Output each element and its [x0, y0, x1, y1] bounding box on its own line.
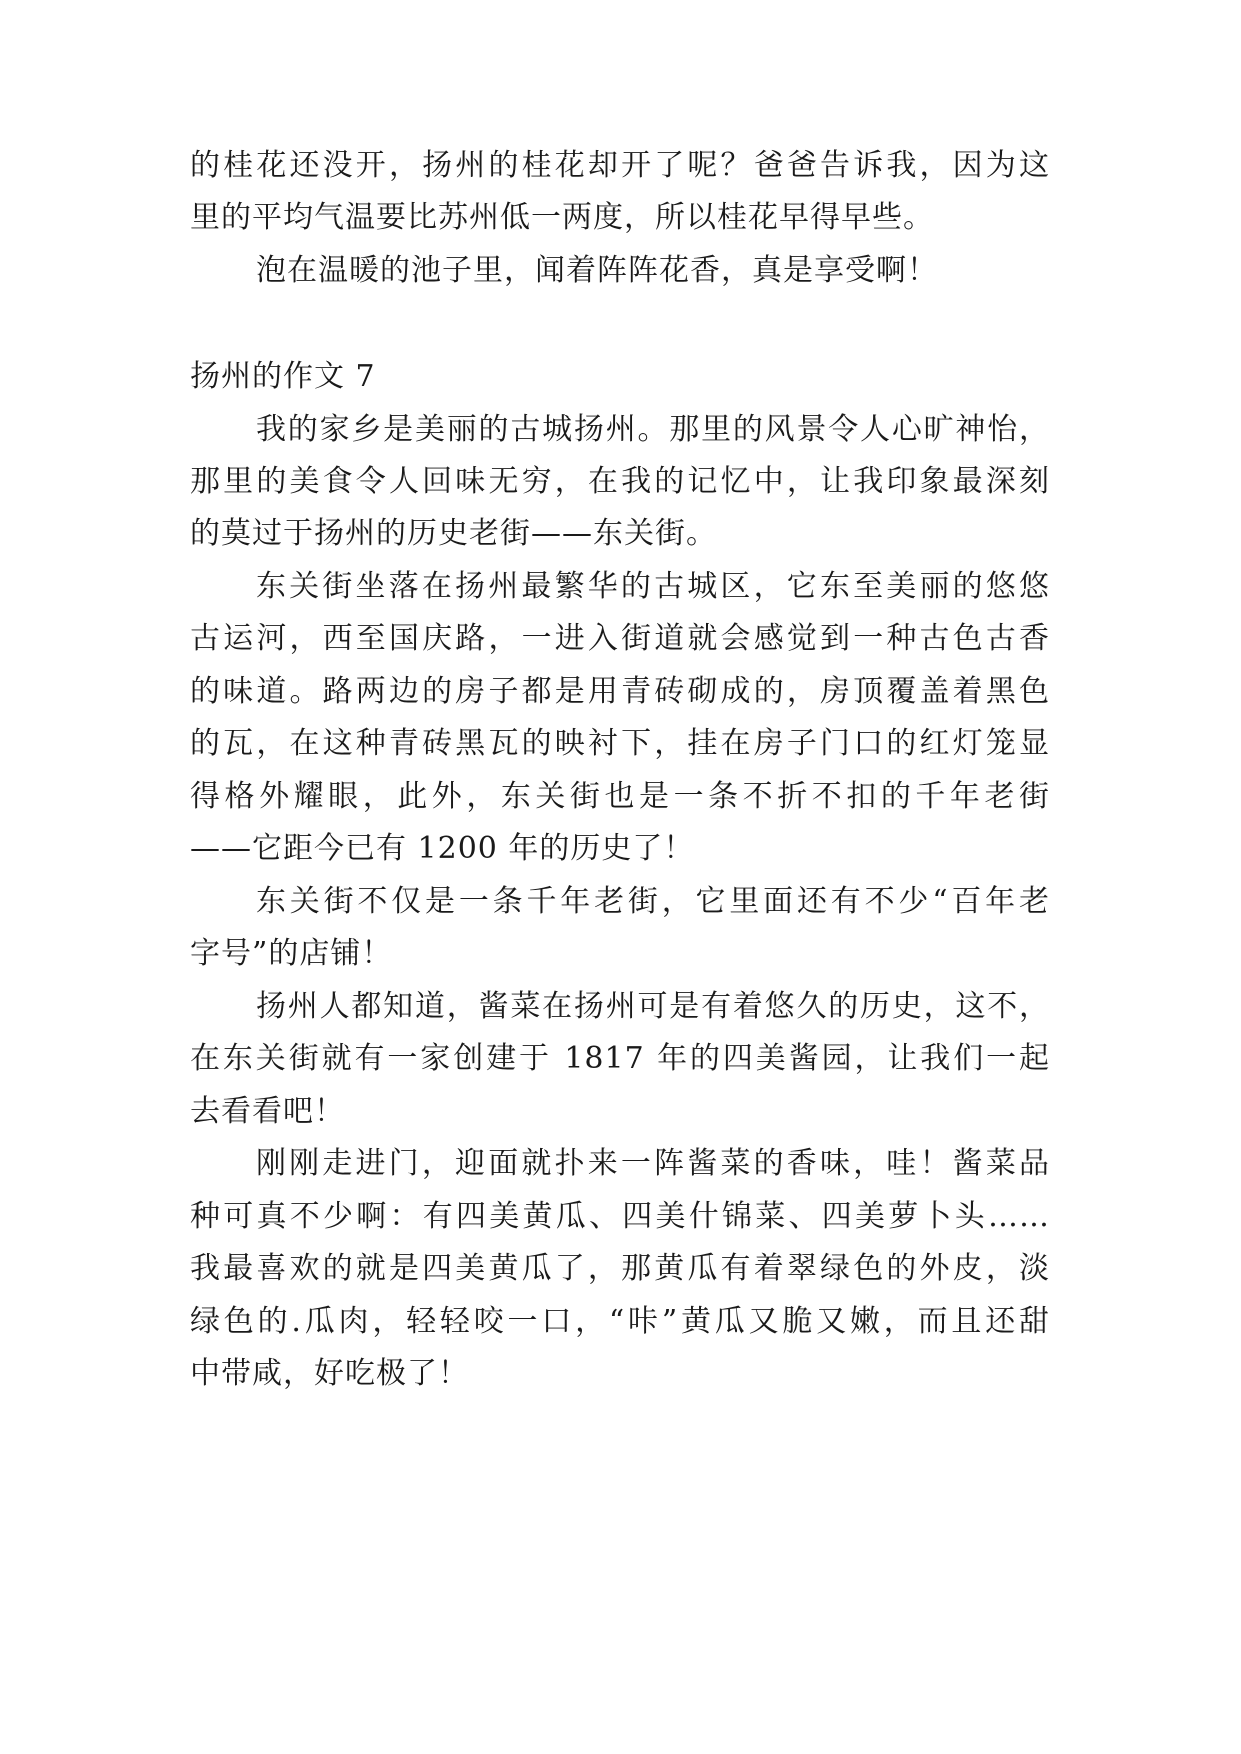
section-heading: 扬州的作文 7	[190, 359, 376, 394]
paragraph-line: 去看看吧！	[190, 1094, 345, 1129]
paragraph-line: 的桂花还没开，扬州的桂花却开了呢？爸爸告诉我，因为这	[190, 148, 1050, 183]
paragraph-line: 那里的美食令人回味无穷，在我的记忆中，让我印象最深刻	[190, 464, 1050, 499]
paragraph-line: 在东关街就有一家创建于 1817 年的四美酱园，让我们一起	[190, 1041, 1050, 1076]
paragraph-line: 的味道。路两边的房子都是用青砖砌成的，房顶覆盖着黑色	[190, 674, 1050, 709]
paragraph-line: 种可真不少啊：有四美黄瓜、四美什锦菜、四美萝卜头……	[190, 1199, 1050, 1234]
paragraph-line: 东关街不仅是一条千年老街，它里面还有不少“百年老	[256, 884, 1050, 919]
paragraph-line: 泡在温暖的池子里，闻着阵阵花香，真是享受啊！	[256, 253, 938, 288]
paragraph-line: 东关街坐落在扬州最繁华的古城区，它东至美丽的悠悠	[256, 569, 1050, 604]
paragraph-line: 得格外耀眼，此外，东关街也是一条不折不扣的千年老街	[190, 779, 1050, 814]
paragraph-line: 我最喜欢的就是四美黄瓜了，那黄瓜有着翠绿色的外皮，淡	[190, 1251, 1050, 1286]
paragraph-line: 扬州人都知道，酱菜在扬州可是有着悠久的历史，这不，	[256, 989, 1050, 1024]
paragraph-line: 古运河，西至国庆路，一进入街道就会感觉到一种古色古香	[190, 621, 1050, 656]
paragraph-line: 刚刚走进门，迎面就扑来一阵酱菜的香味，哇！酱菜品	[256, 1146, 1050, 1181]
paragraph-line: 绿色的.瓜肉，轻轻咬一口，“咔”黄瓜又脆又嫩，而且还甜	[190, 1304, 1050, 1339]
paragraph-line: ——它距今已有 1200 年的历史了！	[190, 831, 695, 866]
paragraph-line: 的莫过于扬州的历史老街——东关街。	[190, 516, 717, 551]
paragraph-line: 字号”的店铺！	[190, 936, 393, 971]
paragraph-line: 中带咸，好吃极了！	[190, 1356, 469, 1391]
paragraph-line: 里的平均气温要比苏州低一两度，所以桂花早得早些。	[190, 200, 934, 235]
paragraph-line: 我的家乡是美丽的古城扬州。那里的风景令人心旷神怡，	[256, 412, 1050, 447]
paragraph-line: 的瓦，在这种青砖黑瓦的映衬下，挂在房子门口的红灯笼显	[190, 726, 1050, 761]
